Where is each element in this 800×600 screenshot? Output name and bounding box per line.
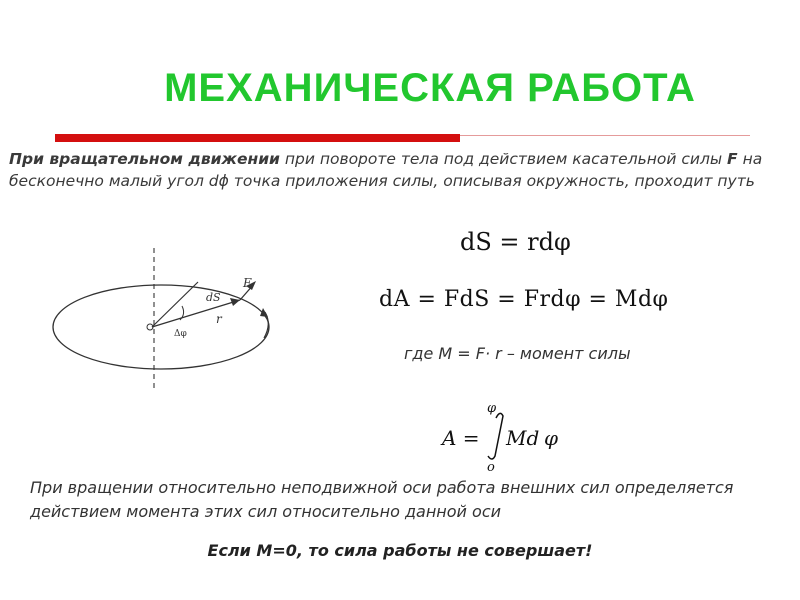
intro-bold-lead: При вращательном движении bbox=[9, 150, 280, 168]
integral-lhs: A = bbox=[442, 426, 480, 450]
label-dS: dS bbox=[206, 291, 221, 304]
integral-dvar: φ bbox=[544, 426, 559, 450]
formula-ds: dS = rdφ bbox=[460, 228, 571, 256]
formula-da: dA = FdS = Frdφ = Mdφ bbox=[379, 287, 669, 312]
rotation-diagram bbox=[40, 240, 300, 400]
rotation-arrowhead bbox=[260, 308, 268, 317]
circular-path bbox=[53, 285, 269, 369]
label-r: r bbox=[216, 312, 222, 326]
integral-upper: φ bbox=[487, 401, 497, 416]
integral-integrand: Md bbox=[506, 426, 540, 450]
intro-force-symbol: F bbox=[727, 150, 738, 168]
intro-part2: на бесконечно малый угол dϕ точка приложения силы, описывая окружность, проходит путь bbox=[9, 150, 763, 190]
intro-paragraph bbox=[9, 148, 784, 192]
slide-title: МЕХАНИЧЕСКАЯ РАБОТА bbox=[164, 66, 696, 110]
work-integral bbox=[440, 400, 560, 475]
rotation-explanation: При вращении относительно неподвижной оси работа внешних сил определяется действием момента этих сил относительно данной оси bbox=[30, 478, 734, 521]
torque-definition: где М = F· r – момент силы bbox=[404, 344, 631, 363]
conclusion-text: Если М=0, то сила работы не совершает! bbox=[207, 541, 593, 560]
title-underline-thick bbox=[55, 134, 460, 142]
title-underline-thin bbox=[460, 135, 750, 136]
label-dphi: Δφ bbox=[174, 329, 187, 339]
integral-sign bbox=[488, 413, 503, 459]
label-F: F bbox=[243, 276, 252, 290]
radius-arrowhead bbox=[230, 298, 240, 306]
integral-lower: o bbox=[487, 460, 495, 475]
intro-part1: при повороте тела под действием касательной силы bbox=[279, 150, 728, 168]
